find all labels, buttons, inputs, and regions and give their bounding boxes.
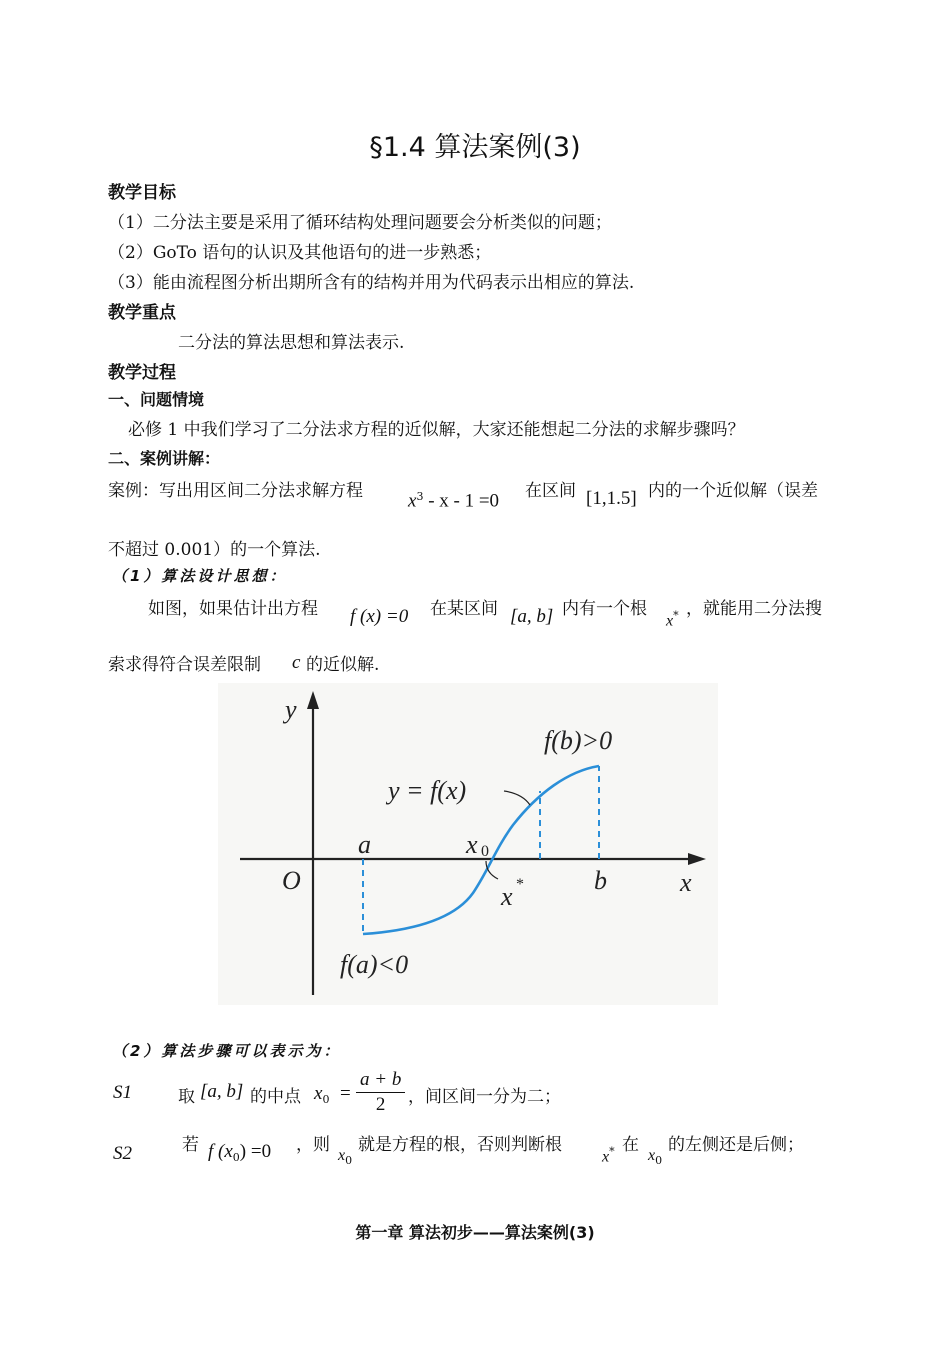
design-equation: f (x) =0: [350, 606, 409, 627]
fraction-denominator: 2: [375, 1094, 386, 1115]
design-line-1a: 如图，如果估计出方程: [148, 599, 318, 619]
case-line-2: 不超过 0.001）的一个算法.: [108, 540, 321, 560]
step-2-equation: [208, 1141, 271, 1164]
objective-item-1: （1）二分法主要是采用了循环结构处理问题要会分析类似的问题；: [108, 213, 612, 233]
process-heading: 教学过程: [108, 363, 176, 383]
objective-item-2: （2）GoTo 语句的认识及其他语句的进一步熟悉；: [108, 243, 492, 263]
design-interval: [a, b]: [510, 606, 554, 627]
design-line-2a: 索求得符合误差限制: [108, 655, 261, 675]
step-1-interval: [a, b]: [200, 1081, 244, 1102]
design-heading: （1）算法设计思想：: [112, 567, 288, 585]
curve-label-pointer: [504, 791, 530, 805]
objectives-heading: 教学目标: [108, 183, 176, 203]
step-2-x0b: [648, 1145, 662, 1167]
bisection-graph: [218, 683, 718, 1005]
xstar-superscript: *: [516, 876, 524, 893]
step-2-eq-sub: 0: [232, 1151, 240, 1164]
section-2-heading: 二、案例讲解：: [108, 449, 221, 468]
step-2-text-c: 就是方程的根，否则判断根: [358, 1135, 562, 1155]
fraction-numerator: a + b: [356, 1068, 405, 1093]
y-axis-label: y: [285, 695, 297, 724]
steps-heading: （2）算法步骤可以表示为：: [112, 1042, 342, 1060]
step-1-x0: [314, 1083, 329, 1106]
case-suffix: 内的一个近似解（误差: [648, 481, 818, 501]
step-2-text-e: 的左侧还是后侧；: [668, 1135, 804, 1155]
design-line-1d: ，就能用二分法搜: [686, 599, 822, 619]
step-1-fraction: [356, 1068, 405, 1117]
step-2-x0b-sub: 0: [655, 1154, 663, 1167]
section-1-heading: 一、问题情境: [108, 390, 205, 409]
step-2-root-x: x: [602, 1148, 610, 1166]
y-axis-arrow: [307, 691, 319, 709]
design-root-star: *: [673, 609, 679, 622]
step-1-x0-var: x: [314, 1083, 323, 1104]
root-pointer: [486, 861, 498, 879]
design-error-c: c: [292, 652, 301, 673]
case-eq-rest: - x - 1 =0: [423, 490, 500, 512]
design-root-x: x: [666, 612, 674, 630]
step-2-eq-end: ) =0: [239, 1141, 272, 1162]
step-2-eq-main: f (x: [208, 1141, 233, 1162]
case-interval: [1,1.5]: [586, 488, 637, 509]
case-mid: 在区间: [525, 481, 576, 501]
step-1-text-a: 取: [178, 1087, 195, 1107]
x-axis-arrow: [688, 853, 706, 865]
key-point-text: 二分法的算法思想和算法表示.: [178, 333, 405, 353]
b-label: b: [594, 866, 607, 895]
step-1-x0-sub: 0: [322, 1093, 330, 1106]
x-axis-label: x: [680, 868, 692, 897]
step-2-x0: [338, 1145, 352, 1167]
case-eq-x: x: [408, 490, 417, 512]
case-eq-exp: 3: [416, 490, 424, 503]
x0-subscript: 0: [481, 843, 489, 860]
step-1-equals: =: [340, 1083, 351, 1104]
step-2-x0b-var: x: [648, 1147, 656, 1164]
bisection-figure: [218, 683, 718, 1005]
section-1-text: 必修 1 中我们学习了二分法求方程的近似解，大家还能想起二分法的求解步骤吗？: [128, 420, 745, 440]
step-1-text-c: ，间区间一分为二；: [408, 1087, 561, 1107]
fa-label: f(a)<0: [340, 950, 409, 979]
objective-item-3: （3）能由流程图分析出期所含有的结构并用为代码表示出相应的算法.: [108, 273, 635, 293]
step-2-x0-var: x: [338, 1147, 346, 1164]
step-2-text-a: 若: [182, 1135, 199, 1155]
key-point-heading: 教学重点: [108, 303, 176, 323]
fb-label: f(b)>0: [544, 726, 613, 755]
design-line-1c: 内有一个根: [562, 599, 647, 619]
design-root: [666, 609, 679, 630]
design-line-1b: 在某区间: [430, 599, 498, 619]
page-title: §1.4 算法案例(3): [369, 132, 581, 163]
origin-label: O: [282, 866, 301, 895]
step-2-label: S2: [113, 1143, 132, 1164]
curve-label: y = f(x): [388, 776, 467, 805]
xstar-label: x: [501, 882, 513, 911]
step-1-label: S1: [113, 1082, 132, 1103]
design-line-2b: 的近似解.: [306, 655, 380, 675]
case-equation: [408, 490, 499, 512]
step-2-x0-sub: 0: [345, 1154, 353, 1167]
x0-label: x: [466, 830, 478, 859]
step-2-text-b: ，则: [296, 1135, 330, 1155]
step-2-text-d: 在: [622, 1135, 639, 1155]
case-prefix: 案例：写出用区间二分法求解方程: [108, 481, 363, 501]
step-2-root: [602, 1145, 615, 1166]
step-1-text-b: 的中点: [250, 1087, 301, 1107]
a-label: a: [358, 830, 371, 859]
page-footer: 第一章 算法初步——算法案例(3): [355, 1223, 595, 1242]
step-2-root-star: *: [609, 1145, 615, 1158]
